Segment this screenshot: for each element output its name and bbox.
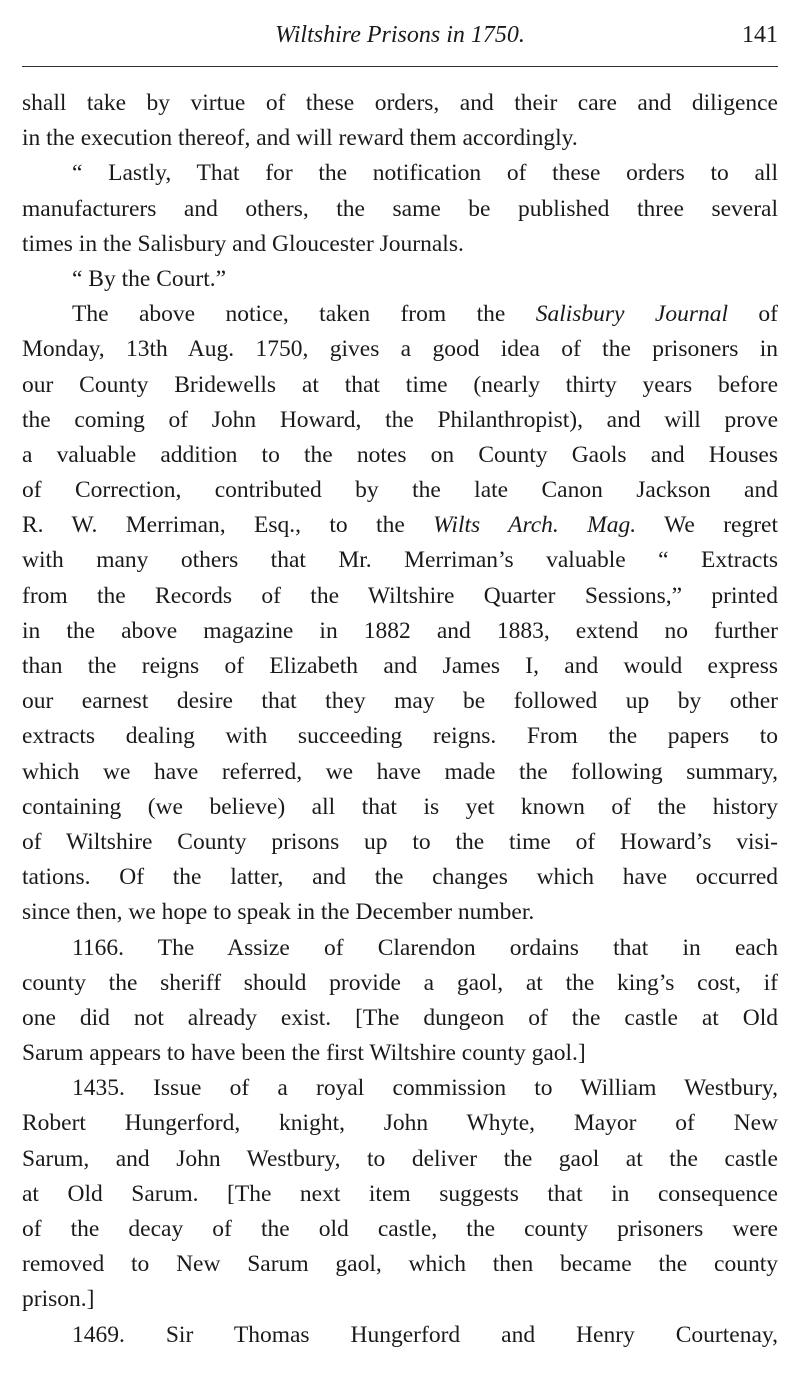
text-line (22, 966, 778, 1001)
text-line (22, 1282, 778, 1317)
text-line (22, 579, 778, 614)
italic-text: Wilts Arch. Mag. (433, 512, 637, 539)
text-segment: We regret (636, 512, 778, 539)
text-segment: R. W. Merriman, Esq., to the (22, 512, 434, 539)
text-line (22, 438, 778, 473)
text-line (22, 156, 778, 191)
text-line (22, 403, 778, 438)
running-header-title: Wiltshire Prisons in 1750. (275, 22, 525, 48)
text-segment: shall take by virtue of these orders, and their care and diligence (22, 90, 778, 116)
text-segment: of (728, 301, 778, 328)
text-segment: of Wiltshire County prisons up to the time of Howard’s visi- (22, 828, 778, 855)
text-line (22, 262, 778, 297)
text-line (22, 368, 778, 403)
text-line (22, 825, 778, 860)
text-line (22, 1106, 778, 1141)
text-line (22, 790, 778, 825)
text-segment: the coming of John Howard, the Philanthropist), and will prove (22, 406, 778, 433)
text-segment: in the execution thereof, and will reward them accordingly. (22, 125, 578, 152)
text-line (22, 508, 778, 543)
text-segment: which we have referred, we have made the following summary, (22, 758, 778, 785)
text-line (22, 332, 778, 367)
text-line (22, 1177, 778, 1212)
text-segment: extracts dealing with succeeding reigns. From the papers to (22, 723, 778, 750)
text-line (22, 895, 778, 930)
text-segment: tations. Of the latter, and the changes which have occurred (22, 864, 778, 891)
text-line (22, 1036, 778, 1071)
text-line (22, 755, 778, 790)
text-segment: our County Bridewells at that time (nearly thirty years before (22, 371, 778, 398)
text-segment: 1435. Issue of a royal commission to William Westbury, (72, 1075, 778, 1102)
body-text (22, 86, 778, 1353)
text-segment: than the reigns of Elizabeth and James I, and would express (22, 653, 778, 679)
text-segment: manufacturers and others, the same be published three several (22, 195, 778, 222)
text-segment: The above notice, taken from the (72, 301, 536, 328)
text-segment: one did not already exist. [The dungeon of the castle at Old (22, 1004, 778, 1031)
page-number: 141 (742, 22, 778, 48)
text-segment: Sarum appears to have been the first Wiltshire county gaol.] (22, 1040, 586, 1067)
text-segment: at Old Sarum. [The next item suggests that in consequence (22, 1180, 778, 1207)
text-segment: prison.] (22, 1286, 95, 1313)
header-rule (22, 66, 778, 67)
text-segment: 1166. The Assize of Clarendon ordains that in each (72, 934, 778, 961)
text-segment: our earnest desire that they may be followed up by other (22, 688, 778, 715)
text-line (22, 543, 778, 578)
text-line (22, 192, 778, 227)
text-segment: Robert Hungerford, knight, John Whyte, Mayor of New (22, 1110, 778, 1137)
text-segment: in the above magazine in 1882 and 1883, extend no further (22, 617, 778, 644)
text-line (22, 1247, 778, 1282)
text-segment: times in the Salisbury and Gloucester Journals. (22, 230, 464, 257)
text-segment: 1469. Sir Thomas Hungerford and Henry Courtenay, (72, 1321, 778, 1348)
text-segment: “ By the Court.” (72, 265, 227, 292)
text-line (22, 1142, 778, 1177)
text-line (22, 931, 778, 966)
text-segment: Sarum, and John Westbury, to deliver the gaol at the castle (22, 1145, 778, 1172)
text-line (22, 1001, 778, 1036)
text-line (22, 684, 778, 719)
text-line (22, 1212, 778, 1247)
text-segment: since then, we hope to speak in the December number. (22, 899, 535, 926)
text-line (22, 121, 778, 156)
text-line (22, 719, 778, 754)
text-segment: of the decay of the old castle, the county prisoners were (22, 1216, 778, 1242)
text-segment: “ Lastly, That for the notification of these orders to all (72, 160, 778, 187)
text-segment: a valuable addition to the notes on County Gaols and Houses (22, 441, 778, 468)
text-segment: containing (we believe) all that is yet known of the history (22, 793, 778, 820)
text-line (22, 614, 778, 649)
text-line (22, 86, 778, 121)
text-segment: Monday, 13th Aug. 1750, gives a good idea of the prisoners in (22, 336, 778, 363)
text-segment: removed to New Sarum gaol, which then became the county (22, 1251, 778, 1278)
italic-text: Salisbury Journal (535, 301, 728, 328)
text-line (22, 1318, 778, 1353)
text-segment: of Correction, contributed by the late Canon Jackson and (22, 477, 778, 504)
text-line (22, 860, 778, 895)
text-line (22, 227, 778, 262)
text-line (22, 473, 778, 508)
text-line (22, 297, 778, 332)
text-line (22, 649, 778, 684)
text-line (22, 1071, 778, 1106)
text-segment: with many others that Mr. Merriman’s valuable “ Extracts (22, 547, 778, 574)
text-segment: county the sheriff should provide a gaol, at the king’s cost, if (22, 969, 778, 996)
text-segment: from the Records of the Wiltshire Quarter Sessions,” printed (22, 582, 778, 609)
